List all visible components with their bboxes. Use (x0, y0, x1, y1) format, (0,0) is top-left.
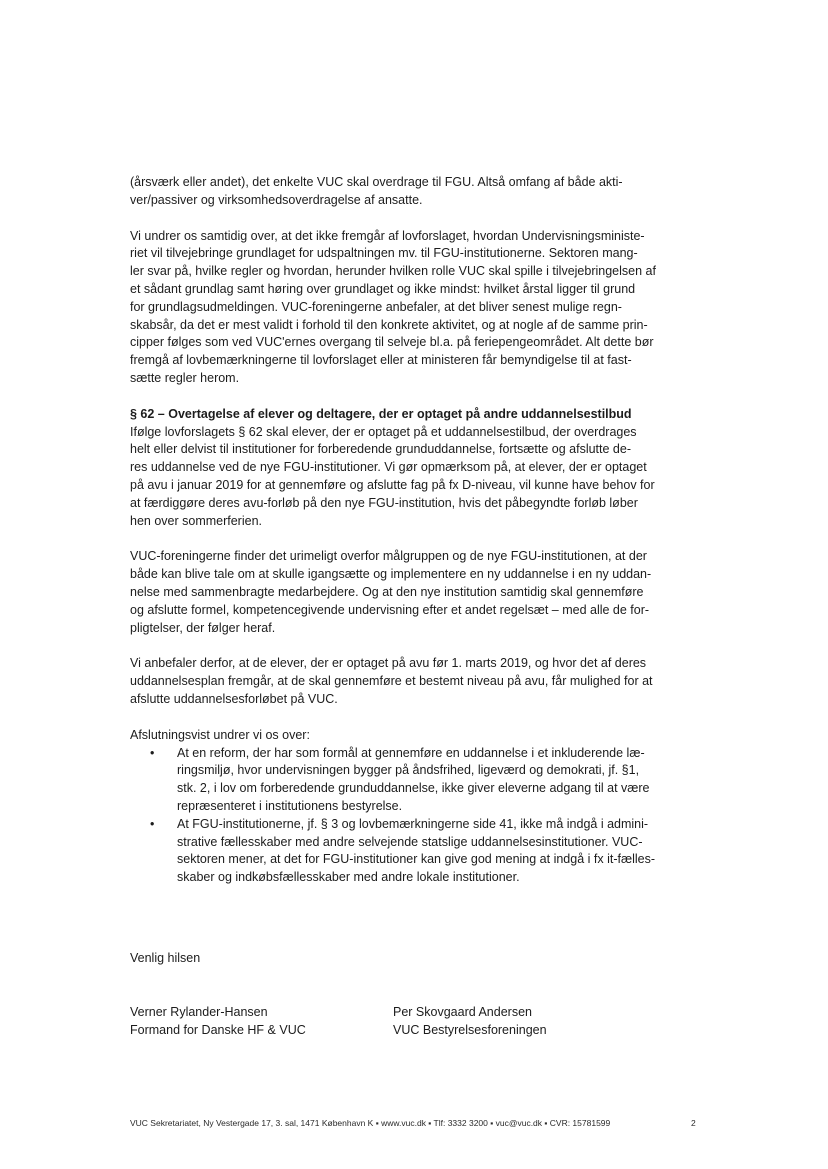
page-footer: VUC Sekretariatet, Ny Vestergade 17, 3. sal, 1471 København K ▪ www.vuc.dk ▪ Tlf: 3332 3200 ▪ vuc@vuc.dk ▪ CVR: 15781599 (130, 1118, 611, 1128)
paragraph-4 (130, 655, 700, 708)
signatory-left (130, 1003, 306, 1039)
bullet-icon: • (150, 816, 155, 831)
text-line: sætte regler herom. (130, 370, 240, 385)
closing-salutation: Venlig hilsen (130, 951, 201, 965)
text-line: At en reform, der har som formål at gennemføre en uddannelse i et inkluderende læ- (177, 745, 645, 760)
text-line: for grundlagsudmeldingen. VUC-foreningerne anbefaler, at det bliver senest mulige regn- (130, 299, 622, 314)
text-line: (årsværk eller andet), det enkelte VUC skal overdrage til FGU. Altså omfang af både akti- (130, 175, 623, 189)
text-line: og afslutte formel, kompetencegivende undervisning efter et andet regelsæt – med alle de for- (130, 602, 650, 617)
closing-list-intro: Afslutningsvist undrer vi os over: (130, 727, 310, 742)
letter-body (130, 174, 700, 887)
list-item (130, 816, 700, 887)
text-line: res uddannelse ved de nye FGU-institutioner. Vi gør opmærksom på, at elever, der er optaget (130, 460, 647, 475)
text-line: hen over sommerferien. (130, 513, 263, 528)
text-line: at færdiggøre deres avu-forløb på den nye FGU-institution, hvis det påbegyndte forløb løber (130, 495, 638, 510)
signatory-title: Formand for Danske HF & VUC (130, 1023, 306, 1037)
signatory-title: VUC Bestyrelsesforeningen (393, 1023, 547, 1037)
signatory-name: Verner Rylander-Hansen (130, 1005, 268, 1019)
text-line: repræsenteret i institutionens bestyrelse. (177, 798, 403, 813)
text-line: Vi anbefaler derfor, at de elever, der er optaget på avu før 1. marts 2019, og hvor det af deres (130, 656, 647, 671)
text-line: pligtelser, der følger heraf. (130, 620, 276, 635)
text-line: cipper følges som ved VUC'ernes overgang til selveje bl.a. på feriepengeområdet. Alt dette bør (130, 335, 654, 350)
text-line: riet vil tilvejebringe grundlaget for udspaltningen mv. til FGU-institutionerne. Sektoren mang- (130, 246, 638, 261)
paragraph-1 (130, 174, 700, 210)
text-line: nelse med sammenbragte medarbejdere. Og at den nye institution samtidig skal gennemføre (130, 584, 644, 599)
paragraph-3 (130, 548, 700, 637)
text-line: på avu i januar 2019 for at gennemføre og afslutte fag på fx D-niveau, vil kunne have behov for (130, 477, 655, 492)
text-line: Vi undrer os samtidig over, at det ikke fremgår af lovforslaget, hvordan Undervisningsministe- (130, 228, 645, 243)
text-line: et sådant grundlag samt høring over grundlaget og ikke mindst: hvilket årstal ligger til grund (130, 281, 636, 296)
list-item (130, 745, 700, 816)
signatory-right (393, 1003, 547, 1039)
text-line: ringsmiljø, hvor undervisningen bygger på åndsfrihed, ligeværd og demokrati, jf. §1, (177, 763, 640, 778)
section-heading: § 62 – Overtagelse af elever og deltagere, der er optaget på andre uddannelsestilbud (130, 406, 632, 421)
closing-list (130, 727, 700, 887)
text-line: ler svar på, hvilke regler og hvordan, herunder hvilken rolle VUC skal spille i tilvejebringelsen af (130, 264, 656, 279)
signatory-name: Per Skovgaard Andersen (393, 1005, 532, 1019)
text-line: afslutte uddannelsesforløbet på VUC. (130, 691, 338, 706)
text-line: skabsår, da det er mest validt i forhold til den konkrete aktivitet, og at nogle af de samme prin- (130, 317, 648, 332)
text-line: skaber og indkøbsfællesskaber med andre lokale institutioner. (177, 870, 520, 885)
paragraph-2 (130, 228, 700, 388)
page-number: 2 (691, 1118, 696, 1128)
text-line: Ifølge lovforslagets § 62 skal elever, der er optaget på et uddannelsestilbud, der overdrages (130, 424, 637, 439)
text-line: fremgå af lovbemærkningerne til lovforslaget eller at ministeren får bemyndigelse til at fast- (130, 353, 632, 368)
text-line: stk. 2, i lov om forberedende grunduddannelse, ikke giver eleverne adgang til at være (177, 781, 650, 796)
text-line: ver/passiver og virksomhedsoverdragelse af ansatte. (130, 192, 423, 207)
text-line: uddannelsesplan fremgår, at de skal gennemføre et bestemt niveau på avu, får mulighed for at (130, 674, 653, 689)
text-line: At FGU-institutionerne, jf. § 3 og lovbemærkningerne side 41, ikke må indgå i admini- (177, 816, 649, 831)
text-line: helt eller delvist til institutioner for forberedende grunduddannelse, fortsætte og afslutte de- (130, 442, 631, 457)
text-line: strative fællesskaber med andre selvejende statslige uddannelsesinstitutioner. VUC- (177, 834, 643, 849)
section-62 (130, 406, 700, 531)
text-line: både kan blive tale om at skulle igangsætte og implementere en ny uddannelse i en ny uddan- (130, 567, 652, 582)
bullet-list (130, 745, 700, 887)
bullet-icon: • (150, 745, 155, 760)
text-line: sektoren mener, at det for FGU-institutioner kan give god mening at indgå i fx it-fælles- (177, 852, 656, 867)
text-line: VUC-foreningerne finder det urimeligt overfor målgruppen og de nye FGU-institutionen, at der (130, 549, 647, 564)
